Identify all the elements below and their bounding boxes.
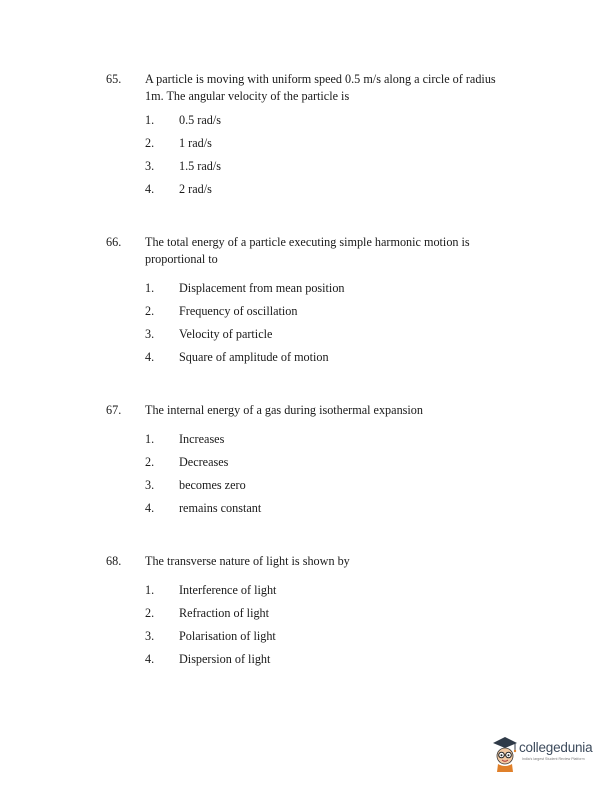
option-text: becomes zero — [179, 478, 246, 492]
option — [0, 605, 612, 622]
option-text: Decreases — [179, 455, 229, 469]
question-number: 65. — [106, 72, 122, 86]
option — [0, 651, 612, 668]
option-number: 1. — [145, 583, 155, 597]
option-number: 3. — [145, 629, 155, 643]
option-text: Polarisation of light — [179, 629, 276, 643]
option-number: 1. — [145, 432, 155, 446]
option-number: 2. — [145, 136, 155, 150]
question-text: The transverse nature of light is shown by — [145, 554, 350, 568]
option — [0, 112, 612, 129]
option-text: Frequency of oscillation — [179, 304, 298, 318]
option — [0, 135, 612, 152]
option-number: 1. — [145, 281, 155, 295]
question-number: 67. — [106, 403, 122, 417]
question-number: 66. — [106, 235, 122, 249]
option-number: 4. — [145, 182, 155, 196]
option-text: remains constant — [179, 501, 262, 515]
option — [0, 158, 612, 175]
option-text: Refraction of light — [179, 606, 270, 620]
option-text: 1.5 rad/s — [179, 159, 221, 173]
option-number: 3. — [145, 327, 155, 341]
option-number: 4. — [145, 350, 155, 364]
option-text: Interference of light — [179, 583, 277, 597]
option — [0, 582, 612, 599]
question-text: The total energy of a particle executing simple harmonic motion is proportional to — [145, 235, 470, 266]
option — [0, 181, 612, 198]
option-text: 0.5 rad/s — [179, 113, 221, 127]
option — [0, 431, 612, 448]
option — [0, 280, 612, 297]
option — [0, 326, 612, 343]
logo-wordmark: collegedunia — [519, 740, 593, 755]
option-number: 2. — [145, 304, 155, 318]
option-number: 3. — [145, 159, 155, 173]
option — [0, 628, 612, 645]
option-number: 1. — [145, 113, 155, 127]
option-text: Dispersion of light — [179, 652, 271, 666]
option-number: 2. — [145, 606, 155, 620]
option-text: 1 rad/s — [179, 136, 212, 150]
option — [0, 454, 612, 471]
option — [0, 477, 612, 494]
option-number: 4. — [145, 652, 155, 666]
option-text: 2 rad/s — [179, 182, 212, 196]
question-number: 68. — [106, 554, 122, 568]
option-text: Increases — [179, 432, 225, 446]
logo-tagline: India's largest Student Review Platform — [522, 757, 585, 761]
option — [0, 303, 612, 320]
option — [0, 349, 612, 366]
mascot-icon — [489, 734, 521, 774]
option-number: 3. — [145, 478, 155, 492]
collegedunia-logo — [489, 734, 604, 774]
question-text: A particle is moving with uniform speed 0.5 m/s along a circle of radius 1m. The angular velocity of the particle is — [145, 72, 496, 103]
option — [0, 500, 612, 517]
option-number: 2. — [145, 455, 155, 469]
option-text: Velocity of particle — [179, 327, 273, 341]
option-text: Displacement from mean position — [179, 281, 345, 295]
question-text: The internal energy of a gas during isothermal expansion — [145, 403, 423, 417]
option-text: Square of amplitude of motion — [179, 350, 329, 364]
option-number: 4. — [145, 501, 155, 515]
